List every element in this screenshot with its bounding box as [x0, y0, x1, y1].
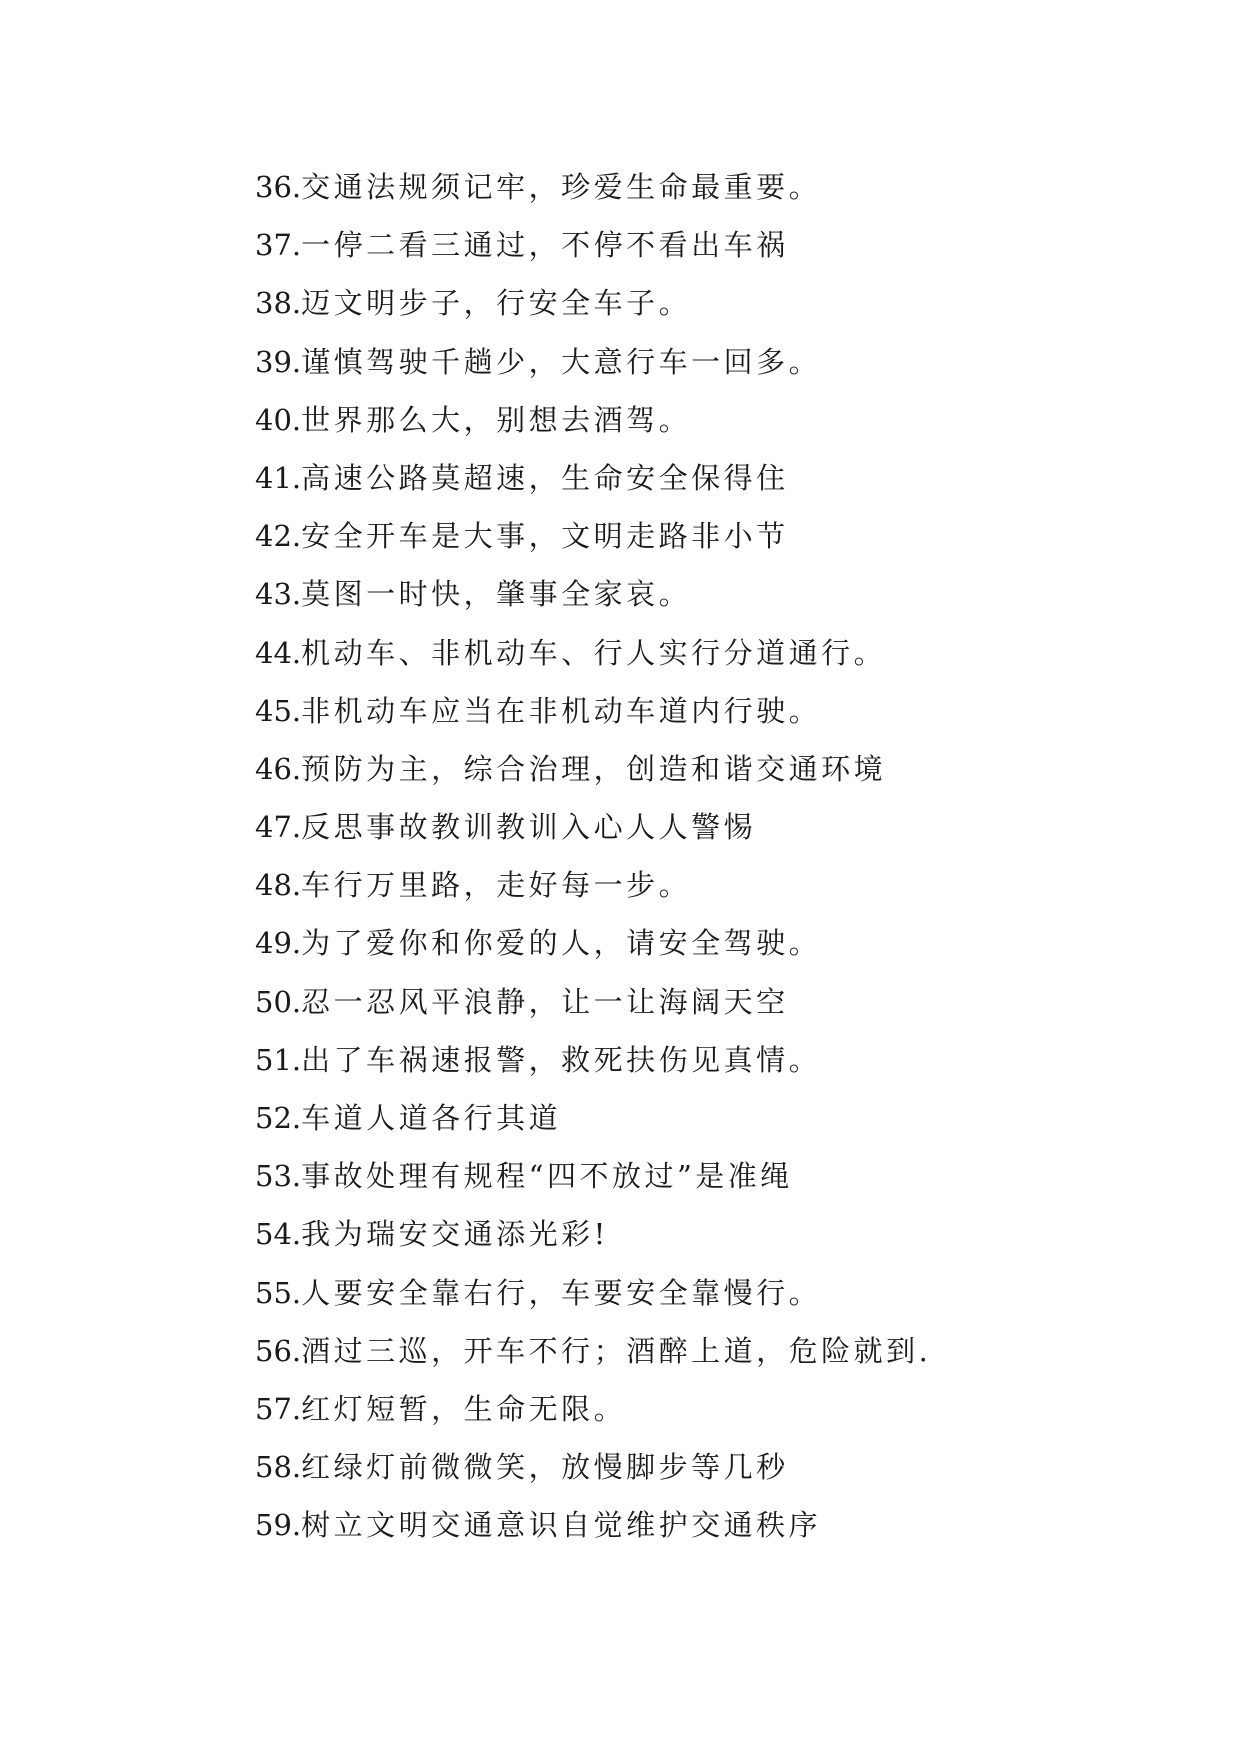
list-item	[255, 507, 931, 565]
list-item	[255, 1147, 931, 1205]
list-item	[255, 1089, 931, 1147]
item-number: 43.	[255, 577, 302, 612]
item-number: 49.	[255, 926, 302, 961]
item-text: 机动车、非机动车、行人实行分道通行。	[301, 635, 887, 670]
list-item	[255, 1031, 931, 1089]
item-number: 56.	[255, 1333, 302, 1368]
item-text: 事故处理有规程“四不放过”是准绳	[301, 1159, 793, 1194]
list-item	[255, 391, 931, 449]
item-text: 人要安全靠右行，车要安全靠慢行。	[301, 1275, 822, 1310]
item-text: 车道人道各行其道	[301, 1101, 562, 1135]
item-number: 39.	[255, 344, 302, 379]
item-text: 车行万里路，走好每一步。	[301, 868, 692, 903]
item-number: 42.	[255, 519, 302, 554]
item-number: 52.	[255, 1101, 302, 1135]
item-number: 44.	[255, 635, 302, 670]
item-number: 37.	[255, 228, 302, 263]
item-number: 54.	[255, 1217, 302, 1252]
list-item	[255, 740, 931, 798]
item-text: 莫图一时快，肇事全家哀。	[301, 577, 692, 612]
item-text: 高速公路莫超速，生命安全保得住	[301, 460, 789, 495]
list-item	[255, 914, 931, 972]
list-item	[255, 565, 931, 623]
item-text: 酒过三巡，开车不行；酒醉上道，危险就到.	[301, 1333, 932, 1368]
item-number: 50.	[255, 984, 302, 1019]
list-item	[255, 333, 931, 391]
item-number: 38.	[255, 286, 302, 321]
item-number: 36.	[255, 170, 302, 204]
item-number: 47.	[255, 810, 302, 845]
item-text: 世界那么大，别想去酒驾。	[301, 402, 692, 437]
item-number: 41.	[255, 460, 302, 495]
list-item	[255, 1380, 931, 1438]
item-number: 58.	[255, 1450, 302, 1485]
list-item	[255, 274, 931, 332]
item-number: 55.	[255, 1275, 302, 1310]
item-text: 为了爱你和你爱的人，请安全驾驶。	[301, 926, 822, 961]
list-item	[255, 1205, 931, 1263]
list-item	[255, 158, 931, 216]
item-number: 48.	[255, 868, 302, 903]
item-text: 忍一忍风平浪静，让一让海阔天空	[301, 984, 789, 1019]
list-item	[255, 973, 931, 1031]
item-text: 出了车祸速报警，救死扶伤见真情。	[301, 1042, 822, 1077]
item-number: 51.	[255, 1042, 302, 1077]
item-number: 45.	[255, 693, 302, 728]
list-item	[255, 1496, 931, 1554]
list-item	[255, 856, 931, 914]
item-text: 交通法规须记牢，珍爱生命最重要。	[301, 170, 822, 204]
list-item	[255, 624, 931, 682]
list-item	[255, 449, 931, 507]
item-text: 谨慎驾驶千趟少，大意行车一回多。	[301, 344, 822, 379]
item-text: 反思事故教训教训入心人人警惕	[301, 810, 757, 845]
list-item	[255, 1322, 931, 1380]
item-number: 46.	[255, 751, 302, 786]
item-text: 预防为主，综合治理，创造和谐交通环境	[301, 751, 887, 786]
list-item	[255, 682, 931, 740]
item-number: 53.	[255, 1159, 302, 1194]
item-text: 红灯短暂，生命无限。	[301, 1391, 627, 1426]
item-number: 57.	[255, 1391, 302, 1426]
item-text: 迈文明步子，行安全车子。	[301, 286, 692, 321]
list-item	[255, 798, 931, 856]
item-text: 我为瑞安交通添光彩!	[301, 1217, 609, 1252]
list-item	[255, 216, 931, 274]
item-text: 红绿灯前微微笑，放慢脚步等几秒	[301, 1450, 789, 1485]
item-number: 40.	[255, 402, 302, 437]
list-item	[255, 1264, 931, 1322]
item-text: 一停二看三通过，不停不看出车祸	[301, 228, 789, 263]
list-item	[255, 1438, 931, 1496]
slogan-list	[255, 158, 931, 1555]
item-text: 树立文明交通意识自觉维护交通秩序	[301, 1508, 822, 1543]
item-text: 非机动车应当在非机动车道内行驶。	[301, 693, 822, 728]
item-text: 安全开车是大事，文明走路非小节	[301, 519, 789, 554]
item-number: 59.	[255, 1508, 302, 1543]
